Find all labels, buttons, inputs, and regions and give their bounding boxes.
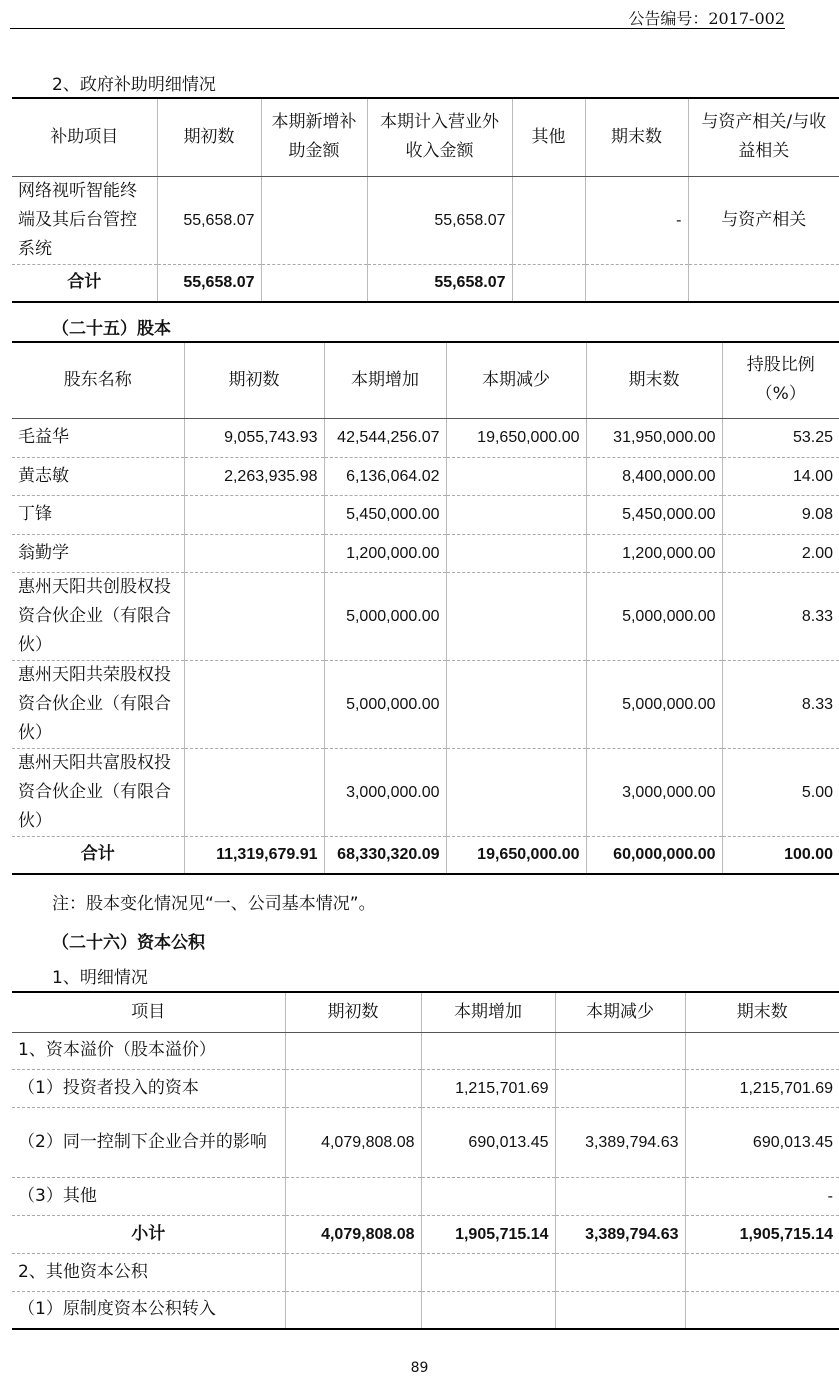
cell (685, 1291, 839, 1329)
cell: 9.08 (722, 495, 839, 534)
cell (285, 1177, 421, 1215)
cell (285, 1069, 421, 1107)
share-capital-note: 注：股本变化情况见“一、公司基本情况”。 (52, 894, 376, 914)
cell (446, 660, 586, 748)
table-row (12, 1291, 839, 1329)
cell: 2,263,935.98 (184, 457, 324, 495)
cell: 55,658.07 (367, 264, 512, 302)
subtotal-row (12, 1215, 839, 1253)
cell (585, 264, 688, 302)
cell (184, 572, 324, 660)
cell: 1,215,701.69 (421, 1069, 555, 1107)
cell: 53.25 (722, 418, 839, 457)
cell (184, 534, 324, 572)
cell: 合计 (12, 264, 157, 302)
cell: 14.00 (722, 457, 839, 495)
cell (685, 1253, 839, 1291)
cell: 5,000,000.00 (586, 572, 722, 660)
cell: 60,000,000.00 (586, 836, 722, 874)
share-capital-table (12, 341, 839, 875)
header-cell: 持股比例（%） (722, 342, 839, 418)
cell (421, 1177, 555, 1215)
header-cell: 其他 (512, 98, 585, 176)
cell: 1,215,701.69 (685, 1069, 839, 1107)
total-row (12, 264, 839, 302)
table-row (12, 534, 839, 572)
cell: 100.00 (722, 836, 839, 874)
cell: 惠州天阳共创股权投资合伙企业（有限合伙） (12, 572, 184, 660)
cell (261, 264, 367, 302)
cell: 19,650,000.00 (446, 836, 586, 874)
cell (555, 1253, 685, 1291)
header-cell: 补助项目 (12, 98, 157, 176)
cell (285, 1253, 421, 1291)
table-row (12, 572, 839, 660)
cell: 惠州天阳共荣股权投资合伙企业（有限合伙） (12, 660, 184, 748)
cell (446, 572, 586, 660)
cell (446, 457, 586, 495)
document-number: 公告编号：2017-002 (628, 9, 785, 28)
header-cell: 股东名称 (12, 342, 184, 418)
cell: 9,055,743.93 (184, 418, 324, 457)
section-title-share-capital: （二十五）股本 (52, 319, 171, 339)
cell: 5,000,000.00 (586, 660, 722, 748)
cell: 31,950,000.00 (586, 418, 722, 457)
cell: 3,000,000.00 (586, 748, 722, 836)
header-cell: 本期计入营业外收入金额 (367, 98, 512, 176)
total-row (12, 836, 839, 874)
cell: 2、其他资本公积 (12, 1253, 285, 1291)
cell (688, 264, 839, 302)
cell (184, 495, 324, 534)
page-number: 89 (410, 1360, 429, 1376)
cell: 1,905,715.14 (685, 1215, 839, 1253)
cell (555, 1291, 685, 1329)
cell: （3）其他 (12, 1177, 285, 1215)
cell: 合计 (12, 836, 184, 874)
cell: 小计 (12, 1215, 285, 1253)
table-row (12, 457, 839, 495)
cell (446, 534, 586, 572)
cell: 5.00 (722, 748, 839, 836)
cell (184, 660, 324, 748)
header-cell: 期末数 (585, 98, 688, 176)
table-row (12, 418, 839, 457)
header-cell: 本期增加 (324, 342, 446, 418)
cell (446, 495, 586, 534)
cell: 黄志敏 (12, 457, 184, 495)
table-header-row (12, 98, 839, 176)
cell: 毛益华 (12, 418, 184, 457)
header-cell: 与资产相关/与收益相关 (688, 98, 839, 176)
cell: 1,200,000.00 (324, 534, 446, 572)
cell: - (585, 176, 688, 264)
capital-reserve-table (12, 991, 839, 1330)
cell: 5,000,000.00 (324, 660, 446, 748)
cell: （2）同一控制下企业合并的影响 (12, 1107, 285, 1177)
table-row (12, 1253, 839, 1291)
cell: 690,013.45 (421, 1107, 555, 1177)
cell: 6,136,064.02 (324, 457, 446, 495)
header-cell: 期末数 (586, 342, 722, 418)
cell (421, 1291, 555, 1329)
table-row (12, 1069, 839, 1107)
cell (512, 264, 585, 302)
table-row (12, 495, 839, 534)
cell (184, 748, 324, 836)
cell: （1）原制度资本公积转入 (12, 1291, 285, 1329)
header-cell: 本期增加 (421, 992, 555, 1032)
cell: 惠州天阳共富股权投资合伙企业（有限合伙） (12, 748, 184, 836)
cell (555, 1177, 685, 1215)
cell: 5,450,000.00 (586, 495, 722, 534)
header-cell: 项目 (12, 992, 285, 1032)
cell: 55,658.07 (157, 176, 261, 264)
header-cell: 期初数 (184, 342, 324, 418)
cell: 2.00 (722, 534, 839, 572)
header-cell: 期初数 (157, 98, 261, 176)
cell: - (685, 1177, 839, 1215)
header-cell: 本期减少 (555, 992, 685, 1032)
cell (285, 1291, 421, 1329)
cell: 1、资本溢价（股本溢价） (12, 1032, 285, 1069)
cell: 5,000,000.00 (324, 572, 446, 660)
cell: 3,389,794.63 (555, 1107, 685, 1177)
table-row (12, 748, 839, 836)
cell: 丁锋 (12, 495, 184, 534)
cell (512, 176, 585, 264)
cell (446, 748, 586, 836)
cell: 690,013.45 (685, 1107, 839, 1177)
cell: 8,400,000.00 (586, 457, 722, 495)
cell (555, 1069, 685, 1107)
cell: 4,079,808.08 (285, 1215, 421, 1253)
table-row (12, 660, 839, 748)
cell: 网络视听智能终端及其后台管控系统 (12, 176, 157, 264)
cell (261, 176, 367, 264)
table-row (12, 1177, 839, 1215)
cell: 42,544,256.07 (324, 418, 446, 457)
table-header-row (12, 992, 839, 1032)
cell: （1）投资者投入的资本 (12, 1069, 285, 1107)
cell: 1,200,000.00 (586, 534, 722, 572)
header-cell: 期末数 (685, 992, 839, 1032)
cell (685, 1032, 839, 1069)
header-cell: 期初数 (285, 992, 421, 1032)
section-title-capital-reserve: （二十六）资本公积 (52, 933, 205, 953)
cell: 1,905,715.14 (421, 1215, 555, 1253)
cell: 3,000,000.00 (324, 748, 446, 836)
cell: 8.33 (722, 660, 839, 748)
header-rule (10, 28, 785, 29)
cell: 8.33 (722, 572, 839, 660)
cell: 19,650,000.00 (446, 418, 586, 457)
cell (421, 1253, 555, 1291)
header-cell: 本期新增补助金额 (261, 98, 367, 176)
subsection-title: 1、明细情况 (52, 968, 148, 988)
cell: 4,079,808.08 (285, 1107, 421, 1177)
cell: 与资产相关 (688, 176, 839, 264)
cell (555, 1032, 685, 1069)
table-row (12, 176, 839, 264)
cell: 翁勤学 (12, 534, 184, 572)
header-cell: 本期减少 (446, 342, 586, 418)
table-row (12, 1032, 839, 1069)
cell: 68,330,320.09 (324, 836, 446, 874)
section-title-subsidy: 2、政府补助明细情况 (52, 75, 216, 95)
table-header-row (12, 342, 839, 418)
cell: 11,319,679.91 (184, 836, 324, 874)
cell: 55,658.07 (367, 176, 512, 264)
cell (421, 1032, 555, 1069)
cell: 3,389,794.63 (555, 1215, 685, 1253)
subsidy-table (12, 97, 839, 303)
table-row (12, 1107, 839, 1177)
cell: 55,658.07 (157, 264, 261, 302)
cell (285, 1032, 421, 1069)
cell: 5,450,000.00 (324, 495, 446, 534)
